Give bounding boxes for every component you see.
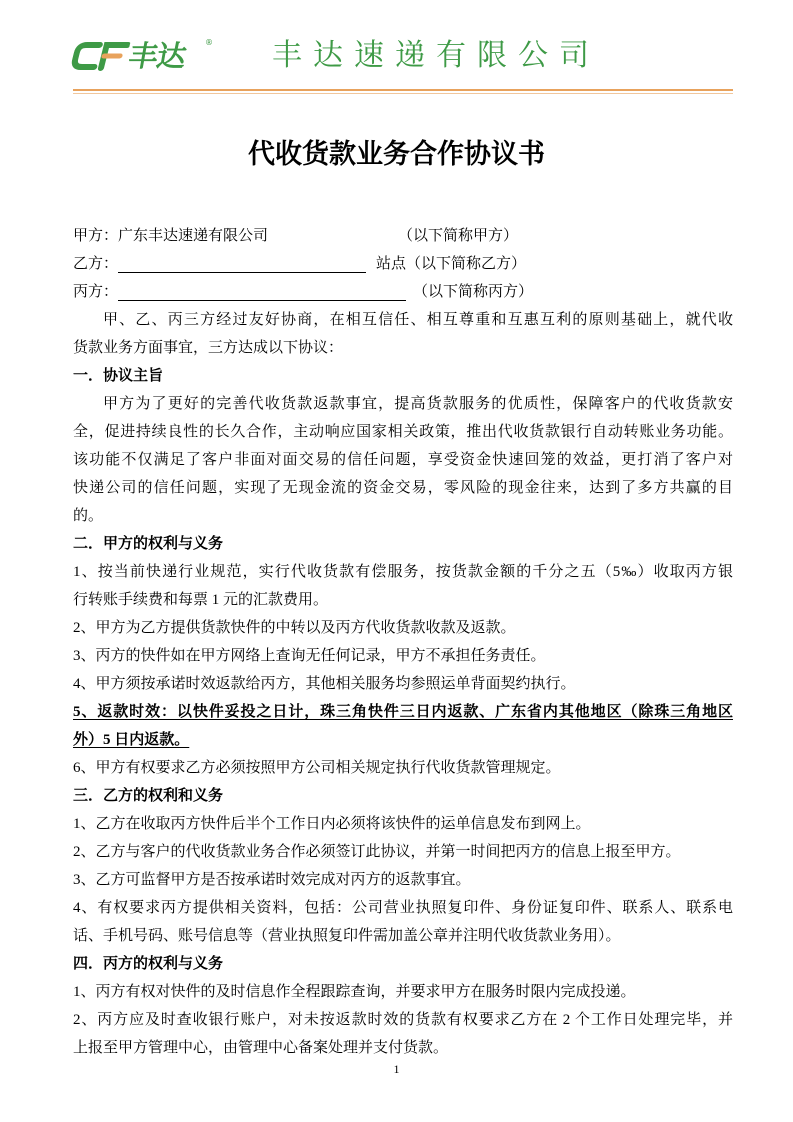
emphasized-list-item-line: 5、返款时效：以快件妥投之日计，珠三角快件三日内返款、广东省内其他地区（除珠三角地区 bbox=[73, 704, 733, 720]
emphasized-list-item-line: 外）5 日内返款。 bbox=[73, 732, 190, 748]
party-c-blank bbox=[118, 283, 406, 301]
document-body bbox=[73, 222, 733, 1062]
paragraph-line: 甲方为了更好的完善代收货款返款事宜，提高货款服务的优质性，保障客户的代收货款安 bbox=[103, 396, 733, 412]
section-heading: 二．甲方的权利与义务 bbox=[73, 536, 224, 552]
party-c-note: （以下简称丙方） bbox=[413, 284, 534, 300]
party-c-line bbox=[73, 278, 733, 306]
header-divider bbox=[73, 89, 733, 91]
preamble-line: 甲、乙、丙三方经过友好协商，在相互信任、相互尊重和互惠互利的原则基础上，就代收 bbox=[103, 312, 733, 328]
party-b-label: 乙方： bbox=[73, 256, 119, 272]
party-c-label: 丙方： bbox=[73, 284, 119, 300]
company-name: 丰达速递有限公司 bbox=[272, 38, 600, 73]
party-b-note: 站点（以下简称乙方） bbox=[376, 256, 527, 272]
list-item-line: 3、乙方可监督甲方是否按承诺时效完成对丙方的返款事宜。 bbox=[73, 872, 471, 888]
paragraph-line: 的。 bbox=[73, 508, 104, 524]
preamble-line: 货款业务方面事宜，三方达成以下协议： bbox=[73, 340, 344, 356]
party-a-name: 广东丰达速递有限公司 bbox=[118, 228, 269, 244]
document-title: 代收货款业务合作协议书 bbox=[248, 139, 545, 170]
list-item-line: 1、丙方有权对快件的及时信息作全程跟踪查询，并要求甲方在服务时限内完成投递。 bbox=[73, 984, 636, 1000]
list-item-line: 2、丙方应及时查收银行账户，对未按返款时效的货款有权要求乙方在 2 个工作日处理完毕，并 bbox=[73, 1012, 733, 1028]
company-logo-mark-icon bbox=[69, 41, 130, 71]
list-item-line: 话、手机号码、账号信息等（营业执照复印件需加盖公章并注明代收货款业务用）。 bbox=[73, 928, 621, 944]
list-item-line: 1、按当前快递行业规范，实行代收货款有偿服务，按货款金额的千分之五（5‰）收取丙方银 bbox=[73, 564, 733, 580]
list-item-line: 2、甲方为乙方提供货款快件的中转以及丙方代收货款收款及返款。 bbox=[73, 620, 516, 636]
list-item-line: 3、丙方的快件如在甲方网络上查询无任何记录，甲方不承担任务责任。 bbox=[73, 648, 546, 664]
section-heading: 三．乙方的权利和义务 bbox=[73, 788, 224, 804]
header-divider-thin bbox=[73, 93, 733, 94]
paragraph-line: 全，促进持续良性的长久合作，主动响应国家相关政策，推出代收货款银行自动转账业务功能。 bbox=[73, 424, 733, 440]
list-item-line: 2、乙方与客户的代收货款业务合作必须签订此协议，并第一时间把丙方的信息上报至甲方。 bbox=[73, 844, 681, 860]
party-a-line bbox=[73, 222, 733, 250]
registered-mark: ® bbox=[205, 38, 213, 47]
party-b-blank bbox=[118, 255, 366, 273]
logo-text: 丰达 bbox=[126, 39, 189, 73]
list-item-line: 行转账手续费和每票 1 元的汇款费用。 bbox=[73, 592, 329, 608]
list-item-line: 4、甲方须按承诺时效返款给丙方，其他相关服务均参照运单背面契约执行。 bbox=[73, 676, 576, 692]
section-heading: 一．协议主旨 bbox=[73, 368, 164, 384]
list-item-line: 6、甲方有权要求乙方必须按照甲方公司相关规定执行代收货款管理规定。 bbox=[73, 760, 561, 776]
paragraph-line: 该功能不仅满足了客户非面对面交易的信任问题，享受资金快速回笼的效益，更打消了客户对 bbox=[73, 452, 733, 468]
list-item-line: 4、有权要求丙方提供相关资料，包括：公司营业执照复印件、身份证复印件、联系人、联系电 bbox=[73, 900, 733, 916]
paragraph-line: 快递公司的信任问题，实现了无现金流的资金交易，零风险的现金往来，达到了多方共赢的目 bbox=[73, 480, 733, 496]
party-a-note: （以下简称甲方） bbox=[398, 228, 519, 244]
party-b-line bbox=[73, 250, 733, 278]
section-heading: 四．丙方的权利与义务 bbox=[73, 956, 224, 972]
page-number: 1 bbox=[393, 1062, 400, 1076]
list-item-line: 1、乙方在收取丙方快件后半个工作日内必须将该快件的运单信息发布到网上。 bbox=[73, 816, 591, 832]
company-logo bbox=[73, 38, 223, 74]
party-a-label: 甲方： bbox=[73, 228, 119, 244]
list-item-line: 上报至甲方管理中心，由管理中心备案处理并支付货款。 bbox=[73, 1040, 449, 1056]
